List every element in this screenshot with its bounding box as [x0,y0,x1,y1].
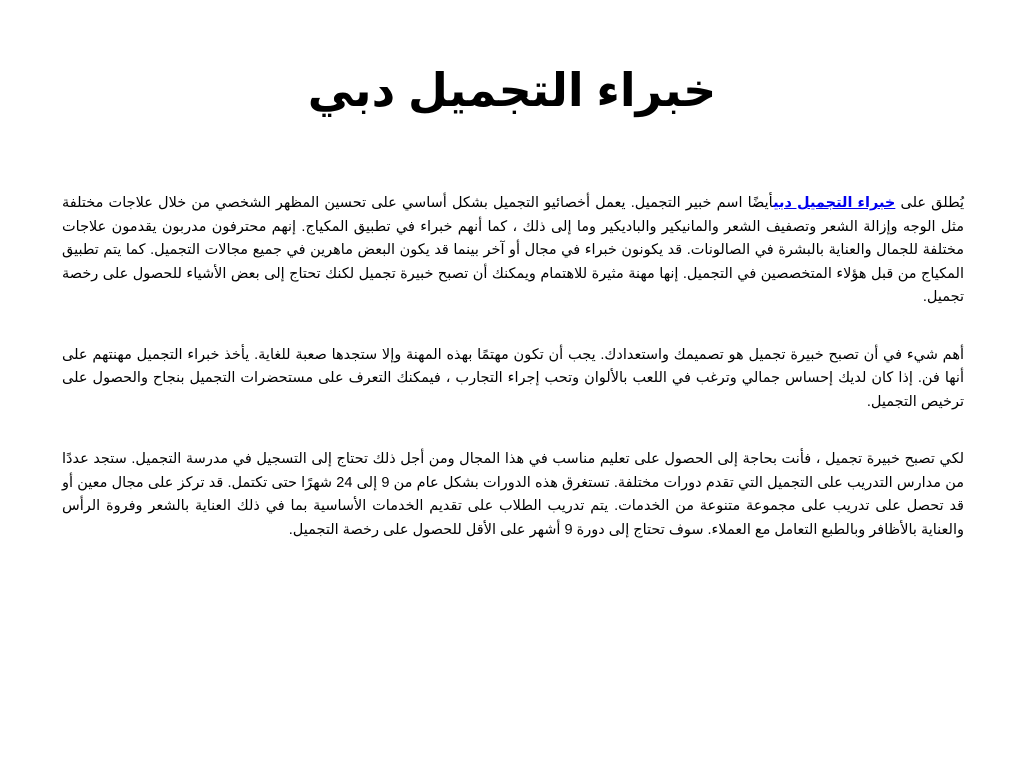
paragraph-2: أهم شيء في أن تصبح خبيرة تجميل هو تصميمك واستعدادك. يجب أن تكون مهتمًا بهذه المهنة وإلا ستجدها صعبة للغاية. يأخذ خبراء التجميل مهنتهم على أنها فن. إذا كان لديك إحساس جمالي وترغب في اللعب بالألوان وتحب إجراء التجارب ، فيمكنك التعرف على مستحضرات التجميل بنجاح والحصول على ترخيص التجميل. [62,346,964,410]
page-title: خبراء التجميل دبي [307,64,717,116]
paragraph-1-intro: يُطلق على [895,195,964,211]
paragraph-1-text: أيضًا اسم خبير التجميل. يعمل أخصائيو التجميل بشكل أساسي على تحسين المظهر الشخصي من خلال علاجات مختلفة مثل الوجه وإزالة الشعر وتصفيف الشعر والمانيكير والباديكير وما إلى ذلك ، كما أنهم خبراء في تطبيق المكياج. إنهم محترفون مدربون يقدمون علاجات مختلفة للجمال والعناية بالبشرة في الصالونات. قد يكونون خبراء في مجال أو آخر بينما قد يكون البعض ماهرين في جميع مجالات التجميل. كما يتم تطبيق المكياج من قبل هؤلاء المتخصصين في التجميل. إنها مهنة مثيرة للاهتمام ويمكنك أن تصبح خبيرة تجميل لكنك تحتاج إلى بعض الأشياء للحصول على رخصة تجميل. [62,195,964,305]
dubai-beauty-experts-link[interactable]: خبراء التجميل دبي [773,195,896,211]
paragraph-1 [62,192,964,310]
paragraph-3: لكي تصبح خبيرة تجميل ، فأنت بحاجة إلى الحصول على تعليم مناسب في هذا المجال ومن أجل ذلك تحتاج إلى التسجيل في مدرسة التجميل. ستجد عددًا من مدارس التدريب على التجميل التي تقدم دورات مختلفة. تستغرق هذه الدورات بشكل عام من 9 إلى 24 شهرًا حتى تكتمل. قد تركز على مجال معين أو قد تحصل على تدريب على مجموعة متنوعة من الخدمات. يتم تدريب الطلاب على تقديم الخدمات الأساسية بما في ذلك العناية بالشعر وفروة الرأس والعناية بالأظافر وبالطبع التعامل مع العملاء. سوف تحتاج إلى دورة 9 أشهر على الأقل للحصول على رخصة التجميل. [62,451,965,538]
article-body [62,192,964,576]
